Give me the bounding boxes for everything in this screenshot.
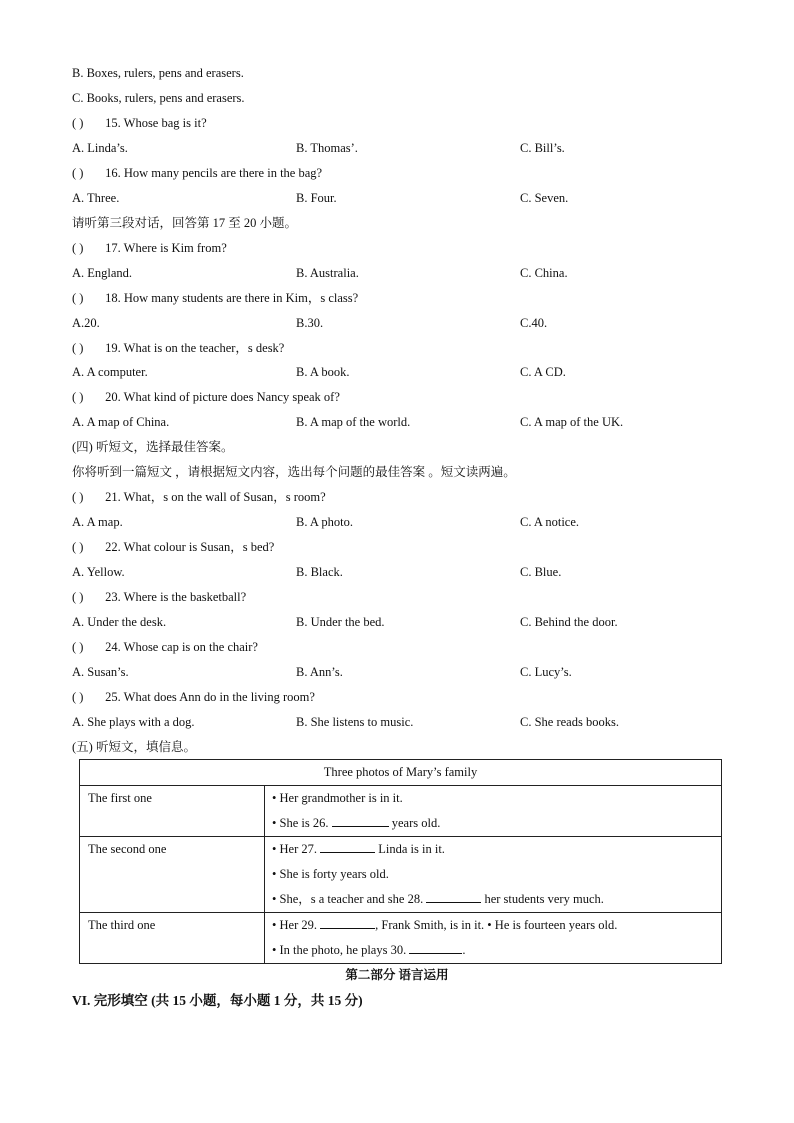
option-a: A. She plays with a dog. [72, 715, 195, 729]
option-b: B. Ann’s. [296, 665, 343, 679]
instruction-part5-title: (五) 听短文，填信息。 [72, 740, 196, 754]
question-22 [72, 537, 274, 557]
info-text: • She，s a teacher and she 28. [272, 892, 427, 906]
options-row [0, 412, 794, 432]
answer-bracket[interactable]: ( ) [72, 341, 84, 355]
info-line [265, 913, 721, 938]
row-label: The first one [80, 786, 265, 837]
option-b: B. Australia. [296, 266, 359, 280]
option-b: B.30. [296, 316, 324, 330]
info-line [265, 786, 721, 811]
question-20 [72, 387, 340, 407]
option-a: A. A map. [72, 515, 123, 529]
answer-bracket[interactable]: ( ) [72, 490, 84, 504]
option-line: B. Boxes, rulers, pens and erasers. [72, 66, 244, 80]
info-text: Linda is in it. [375, 842, 445, 856]
question-text: 25. What does Ann do in the living room? [105, 690, 315, 704]
row-label: The third one [80, 913, 265, 964]
question-text: 20. What kind of picture does Nancy speak of? [105, 390, 340, 404]
info-text: • Her 29. [272, 918, 321, 932]
option-c: C.40. [520, 316, 548, 330]
instruction-part3: 请听第三段对话，回答第 17 至 20 小题。 [72, 216, 298, 230]
option-a: A. Yellow. [72, 565, 125, 579]
options-row [0, 612, 794, 632]
table-row [80, 837, 722, 913]
info-text: years old. [388, 816, 441, 830]
answer-bracket[interactable]: ( ) [72, 390, 84, 404]
question-text: 15. Whose bag is it? [105, 116, 207, 130]
answer-bracket[interactable]: ( ) [72, 640, 84, 654]
question-text: 18. How many students are there in Kim，s class? [105, 291, 359, 305]
options-row [0, 512, 794, 532]
options-row [0, 712, 794, 732]
info-line [265, 862, 721, 887]
options-row [0, 562, 794, 582]
answer-bracket[interactable]: ( ) [72, 166, 84, 180]
answer-bracket[interactable]: ( ) [72, 116, 84, 130]
option-c: C. China. [520, 266, 568, 280]
option-b: B. Thomas’. [296, 141, 358, 155]
row-content [265, 786, 722, 837]
option-a: A. A computer. [72, 365, 148, 379]
info-text: , Frank Smith, is in it. • He is fourteen years old. [375, 918, 618, 932]
instruction-part4-title: (四) 听短文，选择最佳答案。 [72, 440, 234, 454]
question-text: 16. How many pencils are there in the bag? [105, 166, 323, 180]
option-b: B. She listens to music. [296, 715, 414, 729]
option-a: A. Linda’s. [72, 141, 128, 155]
info-text: her students very much. [481, 892, 604, 906]
blank-28[interactable] [426, 889, 481, 903]
question-text: 21. What，s on the wall of Susan，s room? [105, 490, 326, 504]
question-21 [72, 487, 326, 507]
table-title: Three photos of Mary’s family [80, 760, 722, 786]
blank-27[interactable] [320, 839, 375, 853]
options-row [0, 362, 794, 382]
info-text: . [462, 943, 466, 957]
option-c: C. She reads books. [520, 715, 619, 729]
blank-26[interactable] [332, 813, 389, 827]
info-line [265, 837, 721, 862]
options-row [0, 188, 794, 208]
option-b: B. A map of the world. [296, 415, 411, 429]
option-c: C. Lucy’s. [520, 665, 572, 679]
option-line: C. Books, rulers, pens and erasers. [72, 91, 245, 105]
question-text: 22. What colour is Susan，s bed? [105, 540, 275, 554]
option-b: B. A photo. [296, 515, 353, 529]
option-b: B. A book. [296, 365, 350, 379]
section-title: 第二部分 语言运用 [345, 968, 449, 982]
question-18 [72, 288, 358, 308]
options-row [0, 662, 794, 682]
row-content [265, 913, 722, 964]
option-c: C. A CD. [520, 365, 566, 379]
instruction-part4-desc: 你将听到一篇短文 ，请根据短文内容，选出每个问题的最佳答案 。短文读两遍。 [72, 465, 516, 479]
question-17 [72, 238, 227, 258]
row-content [265, 837, 722, 913]
option-a: A. Susan’s. [72, 665, 129, 679]
option-a: A. A map of China. [72, 415, 170, 429]
info-table [79, 759, 722, 964]
question-text: 17. Where is Kim from? [105, 241, 227, 255]
section-vi-heading: VI. 完形填空 (共 15 小题，每小题 1 分，共 15 分) [72, 993, 363, 1008]
question-text: 24. Whose cap is on the chair? [105, 640, 258, 654]
question-19 [72, 338, 284, 358]
question-25 [72, 687, 315, 707]
table-row [80, 913, 722, 964]
options-row [0, 313, 794, 333]
info-line [265, 811, 721, 836]
question-text: 23. Where is the basketball? [105, 590, 247, 604]
option-c: C. A notice. [520, 515, 580, 529]
option-c: C. Blue. [520, 565, 562, 579]
option-b: B. Four. [296, 191, 337, 205]
question-23 [72, 587, 246, 607]
answer-bracket[interactable]: ( ) [72, 690, 84, 704]
option-a: A.20. [72, 316, 100, 330]
options-row [0, 263, 794, 283]
option-c: C. A map of the UK. [520, 415, 624, 429]
question-24 [72, 637, 258, 657]
row-label: The second one [80, 837, 265, 913]
blank-30[interactable] [409, 940, 462, 954]
answer-bracket[interactable]: ( ) [72, 291, 84, 305]
question-15 [72, 113, 207, 133]
info-line [265, 887, 721, 912]
option-c: C. Bill’s. [520, 141, 565, 155]
info-text: • In the photo, he plays 30. [272, 943, 410, 957]
blank-29[interactable] [320, 915, 375, 929]
options-row [0, 138, 794, 158]
info-text: • She is forty years old. [272, 867, 389, 881]
option-a: A. England. [72, 266, 133, 280]
info-line [265, 938, 721, 963]
answer-bracket[interactable]: ( ) [72, 590, 84, 604]
option-b: B. Black. [296, 565, 343, 579]
option-a: A. Three. [72, 191, 120, 205]
info-text: • She is 26. [272, 816, 332, 830]
answer-bracket[interactable]: ( ) [72, 540, 84, 554]
option-c: C. Seven. [520, 191, 569, 205]
question-text: 19. What is on the teacher，s desk? [105, 341, 285, 355]
answer-bracket[interactable]: ( ) [72, 241, 84, 255]
option-b: B. Under the bed. [296, 615, 385, 629]
question-16 [72, 163, 322, 183]
option-a: A. Under the desk. [72, 615, 167, 629]
info-text: • Her 27. [272, 842, 321, 856]
option-c: C. Behind the door. [520, 615, 618, 629]
table-row [80, 786, 722, 837]
info-text: • Her grandmother is in it. [272, 791, 403, 805]
